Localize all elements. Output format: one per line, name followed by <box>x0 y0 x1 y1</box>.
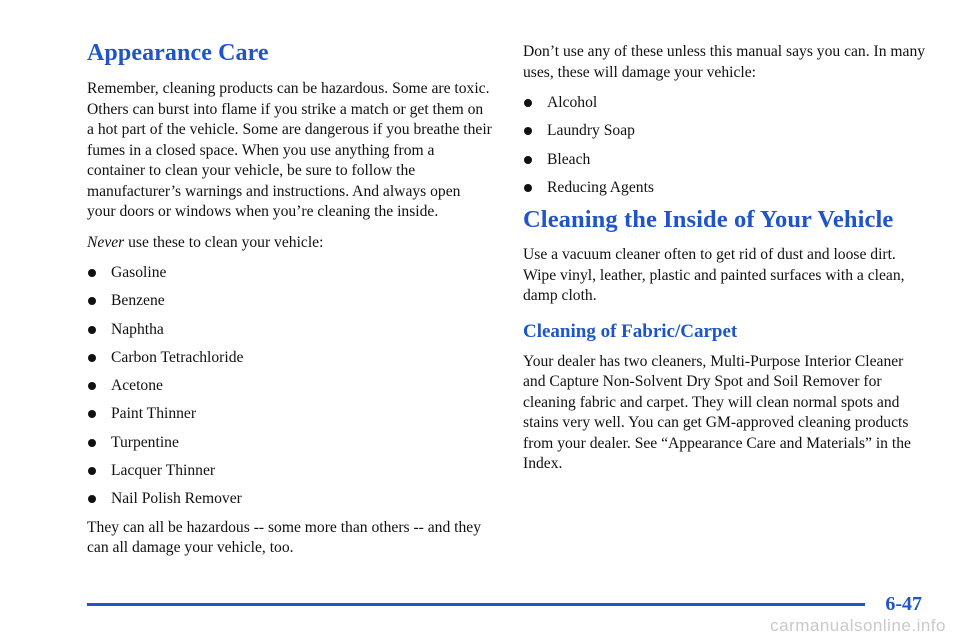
bullet-icon <box>88 297 96 305</box>
fabric-carpet-heading: Cleaning of Fabric/Carpet <box>523 320 738 342</box>
right-column <box>523 36 928 485</box>
cleaning-inside-heading: Cleaning the Inside of Your Vehicle <box>523 206 894 234</box>
list-item: Gasoline <box>87 263 492 283</box>
list-item: Turpentine <box>87 433 492 453</box>
bullet-icon <box>88 354 96 362</box>
bullet-icon <box>88 269 96 277</box>
bullet-icon <box>524 127 532 135</box>
bullet-icon <box>88 439 96 447</box>
appearance-care-intro: Remember, cleaning products can be hazardous. Some are toxic. Others can burst into flame if you strike a match or get them on a hot part of the vehicle. Some are dangerous if you breathe their fumes in a closed space. When you use anything from a container to clean your vehicle, be sure to follow the manufacturer’s warnings and instructions. And always open your doors or windows when you’re cleaning the inside. <box>87 80 492 220</box>
bullet-icon <box>524 99 532 107</box>
left-column <box>87 36 492 569</box>
bullet-icon <box>88 382 96 390</box>
list-item: Alcohol <box>523 93 928 113</box>
list-item: Naphtha <box>87 320 492 340</box>
damage-intro: Don’t use any of these unless this manual says you can. In many uses, these will damage your vehicle: <box>523 43 926 81</box>
list-item: Lacquer Thinner <box>87 461 492 481</box>
page-number: 6-47 <box>885 593 922 615</box>
bullet-icon <box>88 326 96 334</box>
never-emphasis: Never <box>87 233 125 251</box>
list-item: Benzene <box>87 291 492 311</box>
list-item: Nail Polish Remover <box>87 489 492 509</box>
list-item: Carbon Tetrachloride <box>87 348 492 368</box>
never-use-text: use these to clean your vehicle: <box>124 233 324 251</box>
hazard-closing-text: They can all be hazardous -- some more than others -- and they can all damage your vehicle, too. <box>87 518 482 557</box>
bullet-icon <box>88 467 96 475</box>
list-item: Bleach <box>523 150 928 170</box>
bullet-icon <box>88 495 96 503</box>
list-item: Reducing Agents <box>523 178 928 198</box>
list-item: Laundry Soap <box>523 121 928 141</box>
bullet-icon <box>88 410 96 418</box>
never-use-lead <box>87 233 492 254</box>
never-use-list <box>87 263 492 509</box>
damage-list <box>523 93 928 198</box>
bullet-icon <box>524 184 532 192</box>
fabric-carpet-text: Your dealer has two cleaners, Multi-Purpose Interior Cleaner and Capture Non-Solvent Dry Spot and Soil Remover for cleaning fabric and carpet. They will clean normal spots and stains very well. You can get GM-approved cleaning products from your dealer. See “Appearance Care and Materials” in the Index. <box>523 352 911 473</box>
bullet-icon <box>524 156 532 164</box>
cleaning-inside-text: Use a vacuum cleaner often to get rid of dust and loose dirt. Wipe vinyl, leather, plastic and painted surfaces with a clean, damp cloth. <box>523 246 905 305</box>
footer-rule <box>87 603 865 606</box>
list-item: Acetone <box>87 376 492 396</box>
list-item: Paint Thinner <box>87 404 492 424</box>
appearance-care-heading: Appearance Care <box>87 40 269 66</box>
watermark-text: carmanualsonline.info <box>770 616 946 635</box>
